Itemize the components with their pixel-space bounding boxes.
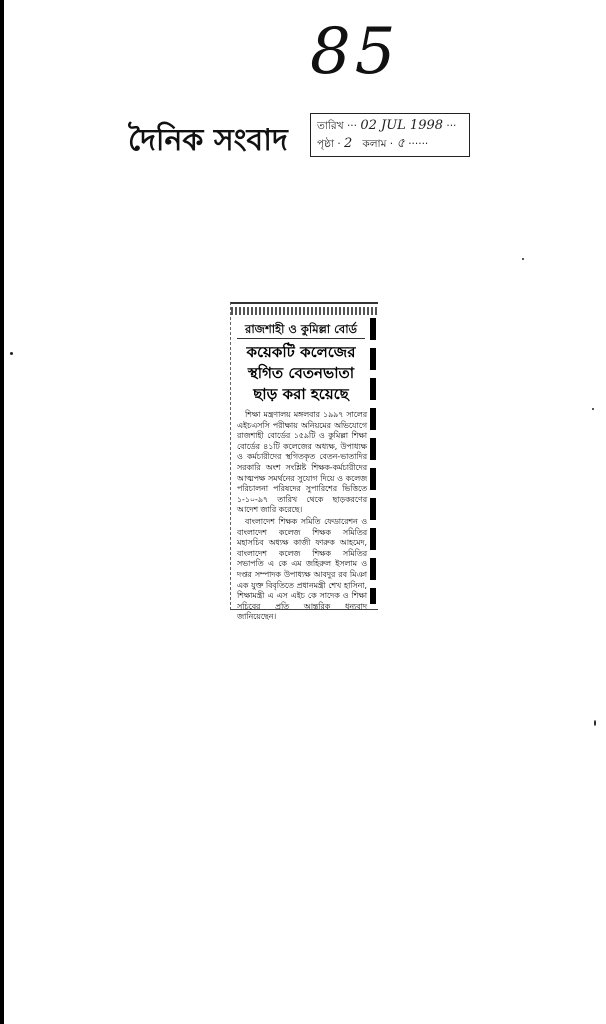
stamp-page-row: পৃষ্ঠা · 2 কলাম · ৫ ······ (317, 136, 429, 151)
newspaper-clipping (230, 302, 378, 622)
handwritten-page-number: 85 (310, 15, 400, 89)
newspaper-masthead: দৈনিক সংবাদ (128, 123, 288, 158)
stamp-page-label: পৃষ্ঠা (317, 138, 335, 150)
clipping-edge-bar (370, 318, 376, 604)
scan-edge (0, 0, 4, 1024)
headline-line-1: কয়েকটি কলেজের (246, 343, 356, 361)
scan-speck (592, 408, 594, 410)
headline-line-3: ছাড় করা হয়েছে (253, 385, 349, 403)
clipping-body (237, 410, 367, 622)
clipping-headline (235, 342, 367, 405)
body-paragraph-2: বাংলাদেশ শিক্ষক সমিতি ফেডারেশন ও বাংলাদেশ কলেজ শিক্ষক সমিতির মহাসচিব অধ্যক্ষ কাজী ফারুক আহমেদ, বাংলাদেশ কলেজ শিক্ষক সমিতির সভাপতি এ কে এম জহিরুল ইসলাম ও দপ্তর সম্পাদক উপাধ্যক্ষ আবদুর রব মিঞা এক যুক্ত বিবৃতিতে প্রধানমন্ত্রী শেখ হাসিনা, শিক্ষামন্ত্রী এ এস এইচ কে সাদেক ও শিক্ষা সচিবের প্রতি আন্তরিক ধন্যবাদ জানিয়েছেন। (237, 516, 367, 622)
clipping-top-rule (231, 307, 378, 315)
stamp-date-value: 02 JUL 1998 (360, 118, 444, 133)
stamp-date-label: তারিখ (317, 120, 344, 132)
stamp-column-label: কলাম (362, 138, 387, 150)
stamp-date-row: তারিখ ··· 02 JUL 1998 ··· (317, 118, 457, 133)
scan-speck (522, 258, 524, 260)
clipping-kicker: রাজশাহী ও কুমিল্লা বোর্ড (237, 320, 365, 339)
stamp-column-value: ৫ (396, 136, 405, 151)
body-paragraph-1: শিক্ষা মন্ত্রণালয় মঙ্গলবার ১৯৯৭ সালের এইচএসসি পরীক্ষায় অনিয়মের অভিযোগে রাজশাহী বোর্ডের ১৫৯টি ও কুমিল্লা শিক্ষা বোর্ডের ৪১টি কলেজের অধ্যক্ষ, উপাধ্যক্ষ ও কর্মচারীদের স্থগিতকৃত বেতন-ভাতাদির সরকারি অংশ সংশ্লিষ্ট শিক্ষক-কর্মচারীদের আত্মপক্ষ সমর্থনের সুযোগ দিয়ে ও কলেজ পরিচালনা পরিষদের সুপারিশের ভিত্তিতে ১-১০-৯৭ তারিখ থেকে ছাড়করণের আদেশ জারি করেছে। (237, 410, 367, 515)
scan-speck (594, 720, 596, 726)
date-stamp (310, 113, 470, 157)
headline-line-2: স্থগিত বেতনভাতা (247, 364, 355, 382)
scan-speck (10, 352, 13, 355)
stamp-page-value: 2 (344, 136, 353, 151)
